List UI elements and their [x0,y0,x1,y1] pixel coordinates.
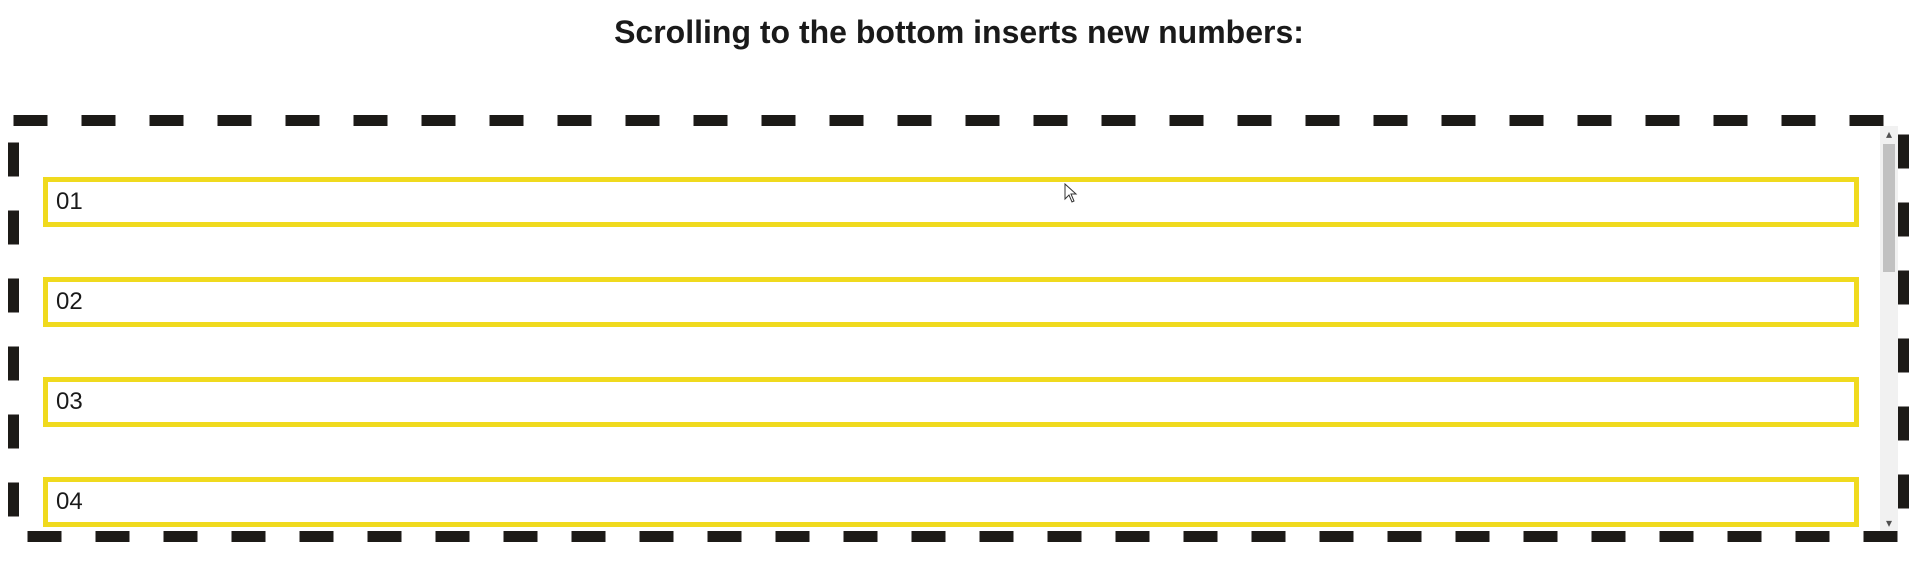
list-item-number: 01 [56,188,83,215]
list-item [43,377,1859,427]
mouse-pointer-icon [1064,183,1078,203]
scrollbar-thumb[interactable] [1883,144,1895,272]
list-item-number: 04 [56,488,83,515]
list-item-number: 02 [56,288,83,315]
list-item [43,277,1859,327]
vertical-scrollbar[interactable] [1880,126,1898,531]
list-item-number: 03 [56,388,83,415]
chevron-down-icon[interactable]: ▾ [1885,516,1893,530]
page-title: Scrolling to the bottom inserts new numbers: [614,14,1304,50]
chevron-up-icon[interactable]: ▴ [1885,127,1893,141]
scroll-container[interactable] [19,126,1879,531]
list-item [43,177,1859,227]
list-item [43,477,1859,527]
